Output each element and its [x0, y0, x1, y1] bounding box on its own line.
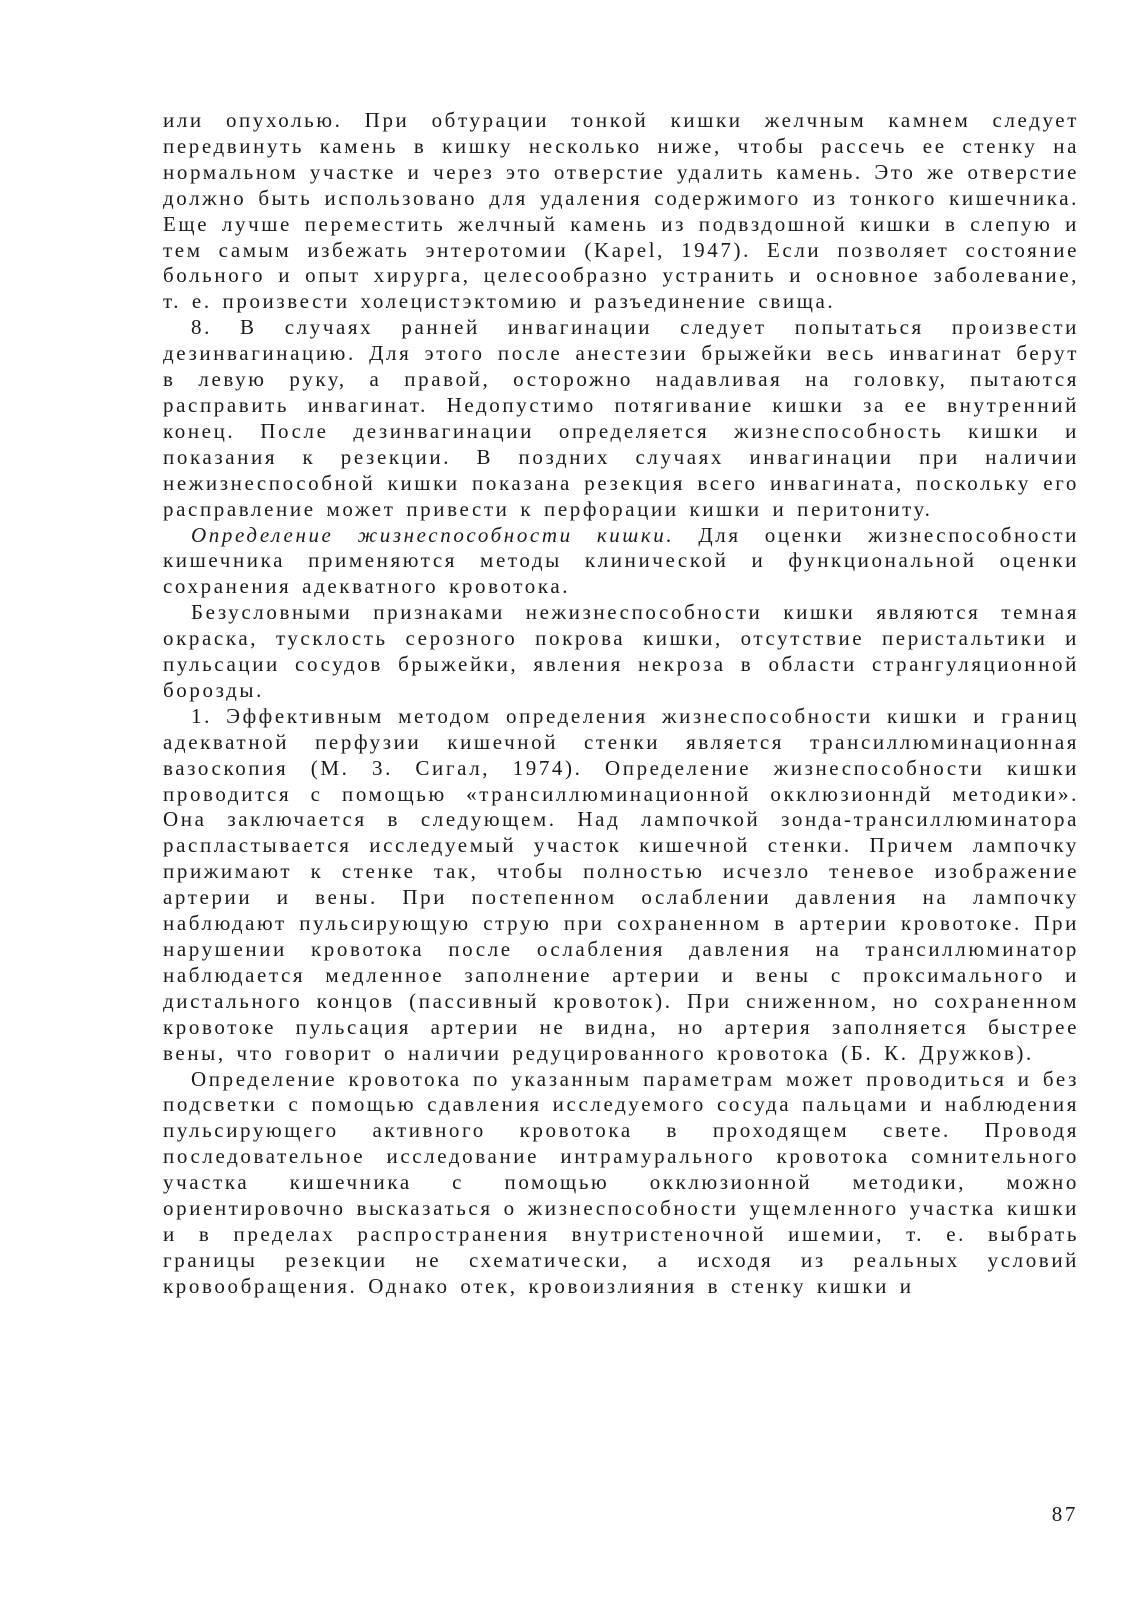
section-title-italic: Определение жизнеспособности кишки. [191, 522, 675, 547]
page-number: 87 [1051, 1502, 1078, 1526]
paragraph-viability-heading [163, 523, 1079, 601]
body-text [163, 108, 1079, 1300]
paragraph-transillumination: 1. Эффективным методом определения жизнеспособности кишки и границ адекватной перфузии кишечной стенки является трансиллюминационная вазоскопия (М. 3. Сигал, 1974). Определение жизнеспособности кишки проводится с помощью «трансиллюминационной окклюзионндй методики». Она заключается в следующем. Над лампочкой зонда-трансиллюминатора распластывается исследуемый участок кишечной стенки. Причем лампочку прижимают к стенке так, чтобы полностью исчезло теневое изображение артерии и вены. При постепенном ослаблении давления на лампочку наблюдают пульсирующую струю при сохраненном в артерии кровотоке. При нарушении кровотока после ослабления давления на трансиллюминатор наблюдается медленное заполнение артерии и вены с проксимального и дистального концов (пассивный кровоток). При сниженном, но сохраненном кровотоке пульсация артерии не видна, но артерия заполняется быстрее вены, что говорит о наличии редуцированного кровотока (Б. К. Дружков). [163, 703, 1079, 1065]
paragraph-viability-text: Для оценки жизнеспособности кишечника применяются методы клинической и функциональной оценки сохранения адекватного кровотока. [163, 522, 1079, 599]
paragraph-blood-flow: Определение кровотока по указанным параметрам может проводиться и без подсветки с помощью сдавления исследуемого сосуда пальцами и наблюдения пульсирующего активного кровотока в проходящем свете. Проводя последовательное исследование интрамурального кровотока сомнительного участка кишечника с помощью окклюзионной методики, можно ориентировочно высказаться о жизнеспособности ущемленного участка кишки и в пределах распространения внутристеночной ишемии, т. е. выбрать границы резекции не схематически, а исходя из реальных условий кровообращения. Однако отек, кровоизлияния в стенку кишки и [163, 1066, 1079, 1298]
paragraph-invagination: 8. В случаях ранней инвагинации следует попытаться произвести дезинвагинацию. Для этого после анестезии брыжейки весь инвагинат берут в левую руку, а правой, осторожно надавливая на головку, пытаются расправить инвагинат. Недопустимо потягивание кишки за ее внутренний конец. После дезинвагинации определяется жизнеспособность кишки и показания к резекции. В поздних случаях инвагинации при наличии нежизнеспособной кишки показана резекция всего инвагината, поскольку его расправление может привести к перфорации кишки и перитониту. [163, 315, 1079, 521]
paragraph-nonviability-signs: Безусловными признаками нежизнеспособности кишки являются темная окраска, тусклость серозного покрова кишки, отсутствие перистальтики и пульсации сосудов брыжейки, явления некроза в области странгуляционной борозды. [163, 600, 1079, 702]
paragraph-continuation: или опухолью. При обтурации тонкой кишки желчным камнем следует передвинуть камень в кишку несколько ниже, чтобы рассечь ее стенку на нормальном участке и через это отверстие удалить камень. Это же отверстие должно быть использовано для удаления содержимого из тонкого кишечника. Еще лучше переместить желчный камень из подвздошной кишки в слепую и тем самым избежать энтеротомии (Kapel, 1947). Если позволяет состояние больного и опыт хирурга, целесообразно устранить и основное заболевание, т. е. произвести холецистэктомию и разъединение свища. [163, 108, 1079, 314]
